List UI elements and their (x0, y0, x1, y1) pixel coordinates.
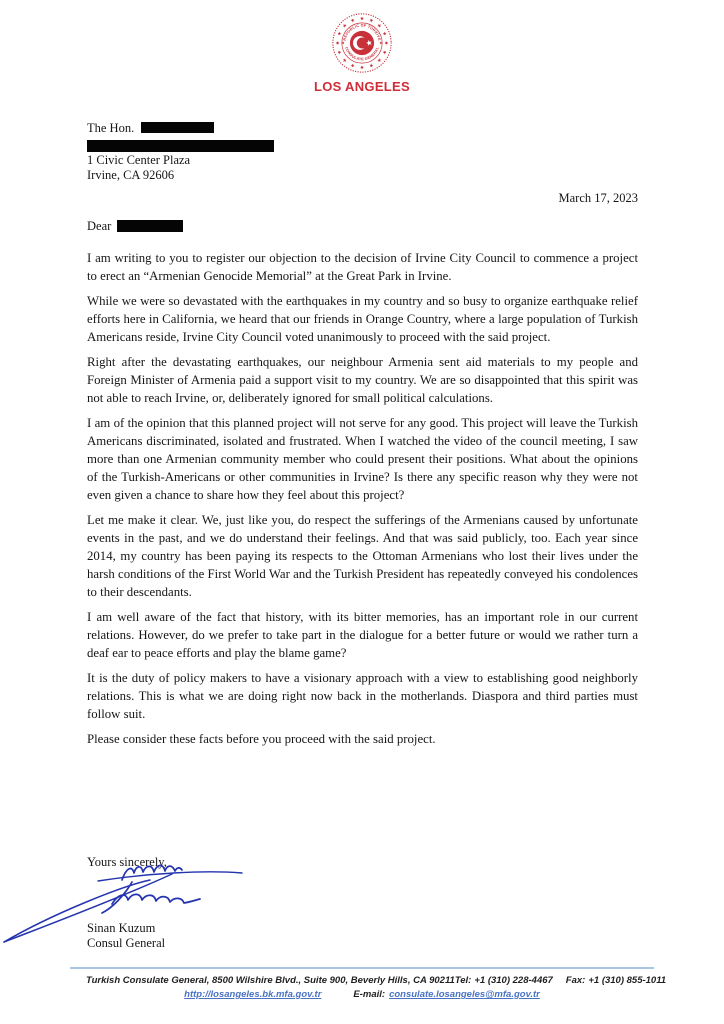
redacted-greeting-name (117, 220, 183, 232)
website-link[interactable]: http://losangeles.bk.mfa.gov.tr (184, 989, 322, 1000)
footer-divider (70, 967, 654, 969)
fax-number: +1 (310) 855-1011 (588, 975, 667, 986)
body-paragraph: Please consider these facts before you proceed with the said project. (87, 731, 436, 746)
letter-date: March 17, 2023 (558, 190, 638, 205)
footer-contact-line (86, 975, 667, 986)
email-label: E-mail: (353, 989, 386, 1000)
fax-label: Fax: (565, 975, 586, 986)
valediction: Yours sincerely, (87, 855, 167, 869)
redacted-title (87, 140, 274, 152)
body-paragraph: I am writing to you to register our objection to the decision of Irvine City Council to commence a project to erect an “Armenian Genocide Memorial” at the Great Park in Irvine. (87, 250, 638, 283)
letterhead-city: LOS ANGELES (314, 79, 410, 94)
footer (70, 967, 667, 1000)
seal-top-text: REPUBLIC OF TÜRKİYE (342, 23, 382, 42)
body-paragraph: I am of the opinion that this planned project will not serve for any good. This project will leave the Turkish Americans discriminated, isolated and frustrated. When I watched the video of the council meeting, I saw more than one Armenian community member who could present their positions. What about the opinions of the Turkish-Americans or other communities in Irvine? Is there any specific reason why they were not even given a chance to share how they feel about this project? (87, 415, 638, 502)
footer-fax (566, 975, 666, 986)
letter-body (87, 249, 638, 748)
recipient-block (87, 121, 638, 184)
seal-bottom-text: CONSULATE GENERAL (344, 46, 380, 62)
body-paragraph: I am well aware of the fact that history, with its bitter memories, has an important role in our current relations. However, do we prefer to take part in the dialogue for a better future or would we rather turn a deaf ear to peace efforts and play the blame game? (87, 609, 638, 660)
tel-number: +1 (310) 228-4467 (474, 975, 553, 986)
recipient-honorific: The Hon. (87, 121, 135, 135)
redacted-name (141, 122, 214, 133)
signer-name: Sinan Kuzum (87, 920, 156, 935)
greeting-line (87, 219, 638, 235)
footer-tel (455, 975, 553, 986)
body-paragraph: Right after the devastating earthquakes, our neighbour Armenia sent aid materials to my people and Foreign Minister of Armenia paid a support visit to my country. We are so disappointed that this spirit was not able to reach Irvine, or, deliberately ignored for small political calculations. (87, 354, 638, 405)
body-paragraph: It is the duty of policy makers to have a visionary approach with a view to establishing good neighborly relations. This is what we are doing right now back in the motherlands. Diaspora and third parties must follow suit. (87, 670, 638, 721)
body-paragraph: While we were so devastated with the earthquakes in my country and so busy to organize earthquake relief efforts here in California, we heard that our friends in Orange Country, where a large population of Turkish Americans reside, Irvine City Council voted unanimously to proceed with the said project. (87, 293, 638, 344)
signer-title: Consul General (87, 936, 166, 950)
letterhead (0, 12, 724, 94)
footer-email (353, 989, 539, 1000)
footer-links-line (70, 989, 654, 1000)
closing-block (87, 855, 167, 952)
recipient-address-2: Irvine, CA 92606 (87, 168, 175, 182)
recipient-address-1: 1 Civic Center Plaza (87, 152, 191, 167)
recipient-line-1 (87, 121, 638, 137)
consulate-seal-icon (331, 12, 393, 74)
tel-label: Tel: (454, 975, 472, 986)
body-paragraph: Let me make it clear. We, just like you, do respect the sufferings of the Armenians caused by unfortunate events in the past, and we do understand their feelings. And that was said publicly, too. Each year since 2014, my country has been paying its respects to the Ottoman Armenians who lost their lives under the harsh conditions of the First World War and the Turkish President has repeatedly conveyed his condolences to their descendants. (87, 512, 638, 599)
greeting-prefix: Dear (87, 219, 112, 233)
letter-content (87, 121, 638, 755)
footer-address: Turkish Consulate General, 8500 Wilshire Blvd., Suite 900, Beverly Hills, CA 90211 (86, 975, 455, 986)
email-link[interactable]: consulate.losangeles@mfa.gov.tr (389, 989, 540, 1000)
